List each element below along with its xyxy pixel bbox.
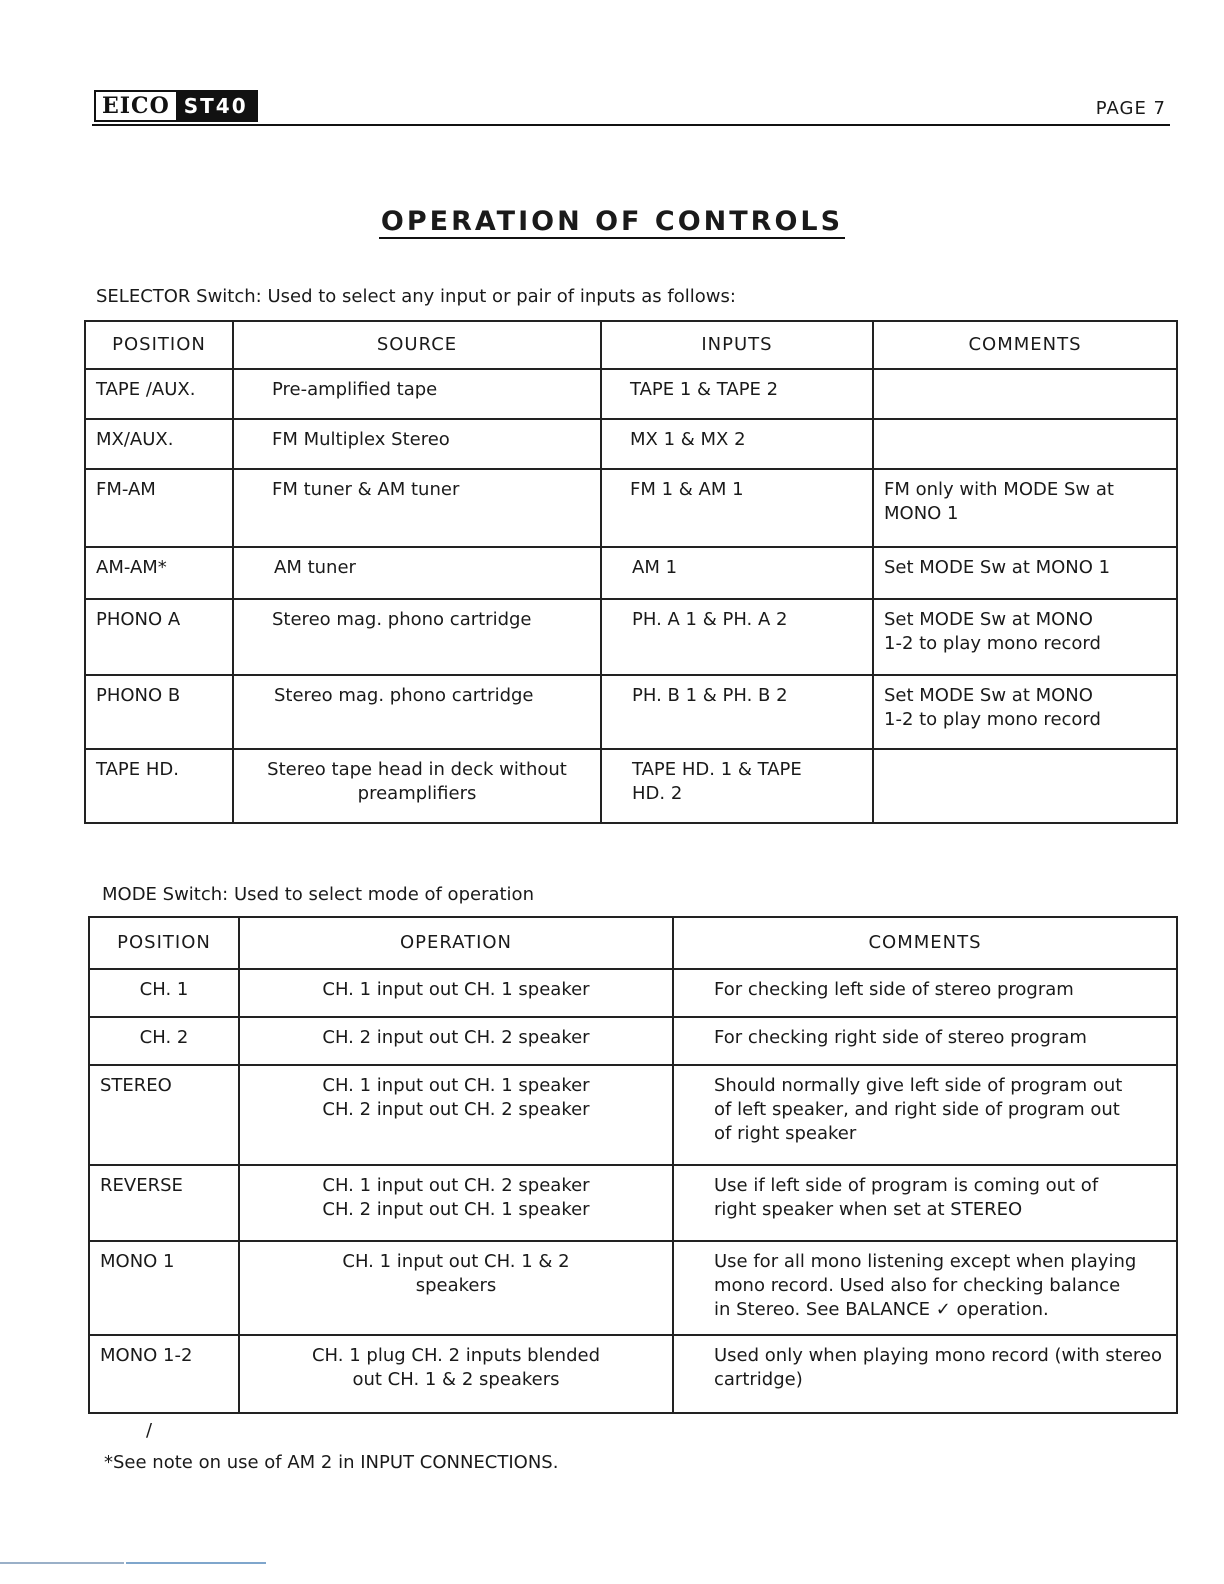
- mode-header-row: [89, 917, 1177, 969]
- table-row: [85, 675, 1177, 749]
- mode-header-operation: OPERATION: [239, 917, 673, 969]
- selector-header-inputs: INPUTS: [601, 321, 873, 369]
- selector-header-source: SOURCE: [233, 321, 601, 369]
- source-cell: FM tuner & AM tuner: [233, 469, 601, 547]
- selector-table: [84, 320, 1178, 824]
- comments-cell: Should normally give left side of program out of left speaker, and right side of program out of right speaker: [673, 1065, 1177, 1165]
- mode-table: [88, 916, 1178, 1414]
- comments-cell: Used only when playing mono record (with stereo cartridge): [673, 1335, 1177, 1413]
- logo-model-text: ST40: [176, 92, 256, 120]
- mode-caption: MODE Switch: Used to select mode of operation: [102, 884, 534, 905]
- comments-cell: Set MODE Sw at MONO 1-2 to play mono record: [873, 599, 1177, 675]
- comments-cell: Set MODE Sw at MONO 1-2 to play mono record: [873, 675, 1177, 749]
- page-number: PAGE 7: [1095, 98, 1166, 119]
- operation-cell: CH. 2 input out CH. 2 speaker: [239, 1017, 673, 1065]
- page-header: [92, 90, 1170, 126]
- inputs-cell: TAPE HD. 1 & TAPE HD. 2: [601, 749, 873, 823]
- source-cell: Pre-amplified tape: [233, 369, 601, 419]
- table-row: [85, 547, 1177, 599]
- table-row: [85, 369, 1177, 419]
- selector-header-comments: COMMENTS: [873, 321, 1177, 369]
- comments-cell: [873, 419, 1177, 469]
- comments-cell: For checking left side of stereo program: [673, 969, 1177, 1017]
- position-cell: MX/AUX.: [85, 419, 233, 469]
- scan-edge-line: [0, 1562, 124, 1564]
- position-cell: TAPE HD.: [85, 749, 233, 823]
- table-row: [85, 419, 1177, 469]
- operation-cell: CH. 1 plug CH. 2 inputs blended out CH. 1 & 2 speakers: [239, 1335, 673, 1413]
- source-cell: Stereo tape head in deck without preamplifiers: [233, 749, 601, 823]
- table-row: [85, 469, 1177, 547]
- comments-cell: [873, 749, 1177, 823]
- table-row: [85, 749, 1177, 823]
- position-cell: CH. 2: [89, 1017, 239, 1065]
- table-row: [89, 1165, 1177, 1241]
- inputs-cell: TAPE 1 & TAPE 2: [601, 369, 873, 419]
- position-cell: MONO 1: [89, 1241, 239, 1335]
- selector-caption: SELECTOR Switch: Used to select any input or pair of inputs as follows:: [96, 286, 736, 307]
- position-cell: MONO 1-2: [89, 1335, 239, 1413]
- stray-mark: /: [146, 1420, 153, 1441]
- inputs-cell: PH. A 1 & PH. A 2: [601, 599, 873, 675]
- comments-cell: FM only with MODE Sw at MONO 1: [873, 469, 1177, 547]
- comments-cell: Use for all mono listening except when playing mono record. Used also for checking balance in Stereo. See BALANCE ✓ operation.: [673, 1241, 1177, 1335]
- position-cell: TAPE /AUX.: [85, 369, 233, 419]
- position-cell: CH. 1: [89, 969, 239, 1017]
- operation-cell: CH. 1 input out CH. 1 speaker CH. 2 input out CH. 2 speaker: [239, 1065, 673, 1165]
- source-cell: Stereo mag. phono cartridge: [233, 599, 601, 675]
- operation-cell: CH. 1 input out CH. 1 & 2 speakers: [239, 1241, 673, 1335]
- position-cell: FM-AM: [85, 469, 233, 547]
- table-row: [89, 1017, 1177, 1065]
- brand-logo: [94, 90, 258, 122]
- source-cell: AM tuner: [233, 547, 601, 599]
- mode-header-position: POSITION: [89, 917, 239, 969]
- inputs-cell: AM 1: [601, 547, 873, 599]
- table-row: [89, 1241, 1177, 1335]
- comments-cell: [873, 369, 1177, 419]
- position-cell: STEREO: [89, 1065, 239, 1165]
- operation-cell: CH. 1 input out CH. 1 speaker: [239, 969, 673, 1017]
- comments-cell: Use if left side of program is coming out of right speaker when set at STEREO: [673, 1165, 1177, 1241]
- table-row: [85, 599, 1177, 675]
- logo-brand-text: EICO: [96, 92, 176, 120]
- page-title-text: OPERATION OF CONTROLS: [380, 206, 844, 237]
- mode-header-comments: COMMENTS: [673, 917, 1177, 969]
- footnote: *See note on use of AM 2 in INPUT CONNECTIONS.: [104, 1452, 559, 1473]
- position-cell: REVERSE: [89, 1165, 239, 1241]
- selector-header-position: POSITION: [85, 321, 233, 369]
- selector-header-row: [85, 321, 1177, 369]
- inputs-cell: FM 1 & AM 1: [601, 469, 873, 547]
- scan-edge-line-blue: [126, 1562, 266, 1564]
- table-row: [89, 969, 1177, 1017]
- operation-cell: CH. 1 input out CH. 2 speaker CH. 2 input out CH. 1 speaker: [239, 1165, 673, 1241]
- comments-cell: Set MODE Sw at MONO 1: [873, 547, 1177, 599]
- position-cell: PHONO A: [85, 599, 233, 675]
- comments-cell: For checking right side of stereo program: [673, 1017, 1177, 1065]
- position-cell: PHONO B: [85, 675, 233, 749]
- inputs-cell: PH. B 1 & PH. B 2: [601, 675, 873, 749]
- source-cell: FM Multiplex Stereo: [233, 419, 601, 469]
- table-row: [89, 1065, 1177, 1165]
- table-row: [89, 1335, 1177, 1413]
- position-cell: AM-AM*: [85, 547, 233, 599]
- page-title: [0, 206, 1224, 237]
- source-cell: Stereo mag. phono cartridge: [233, 675, 601, 749]
- inputs-cell: MX 1 & MX 2: [601, 419, 873, 469]
